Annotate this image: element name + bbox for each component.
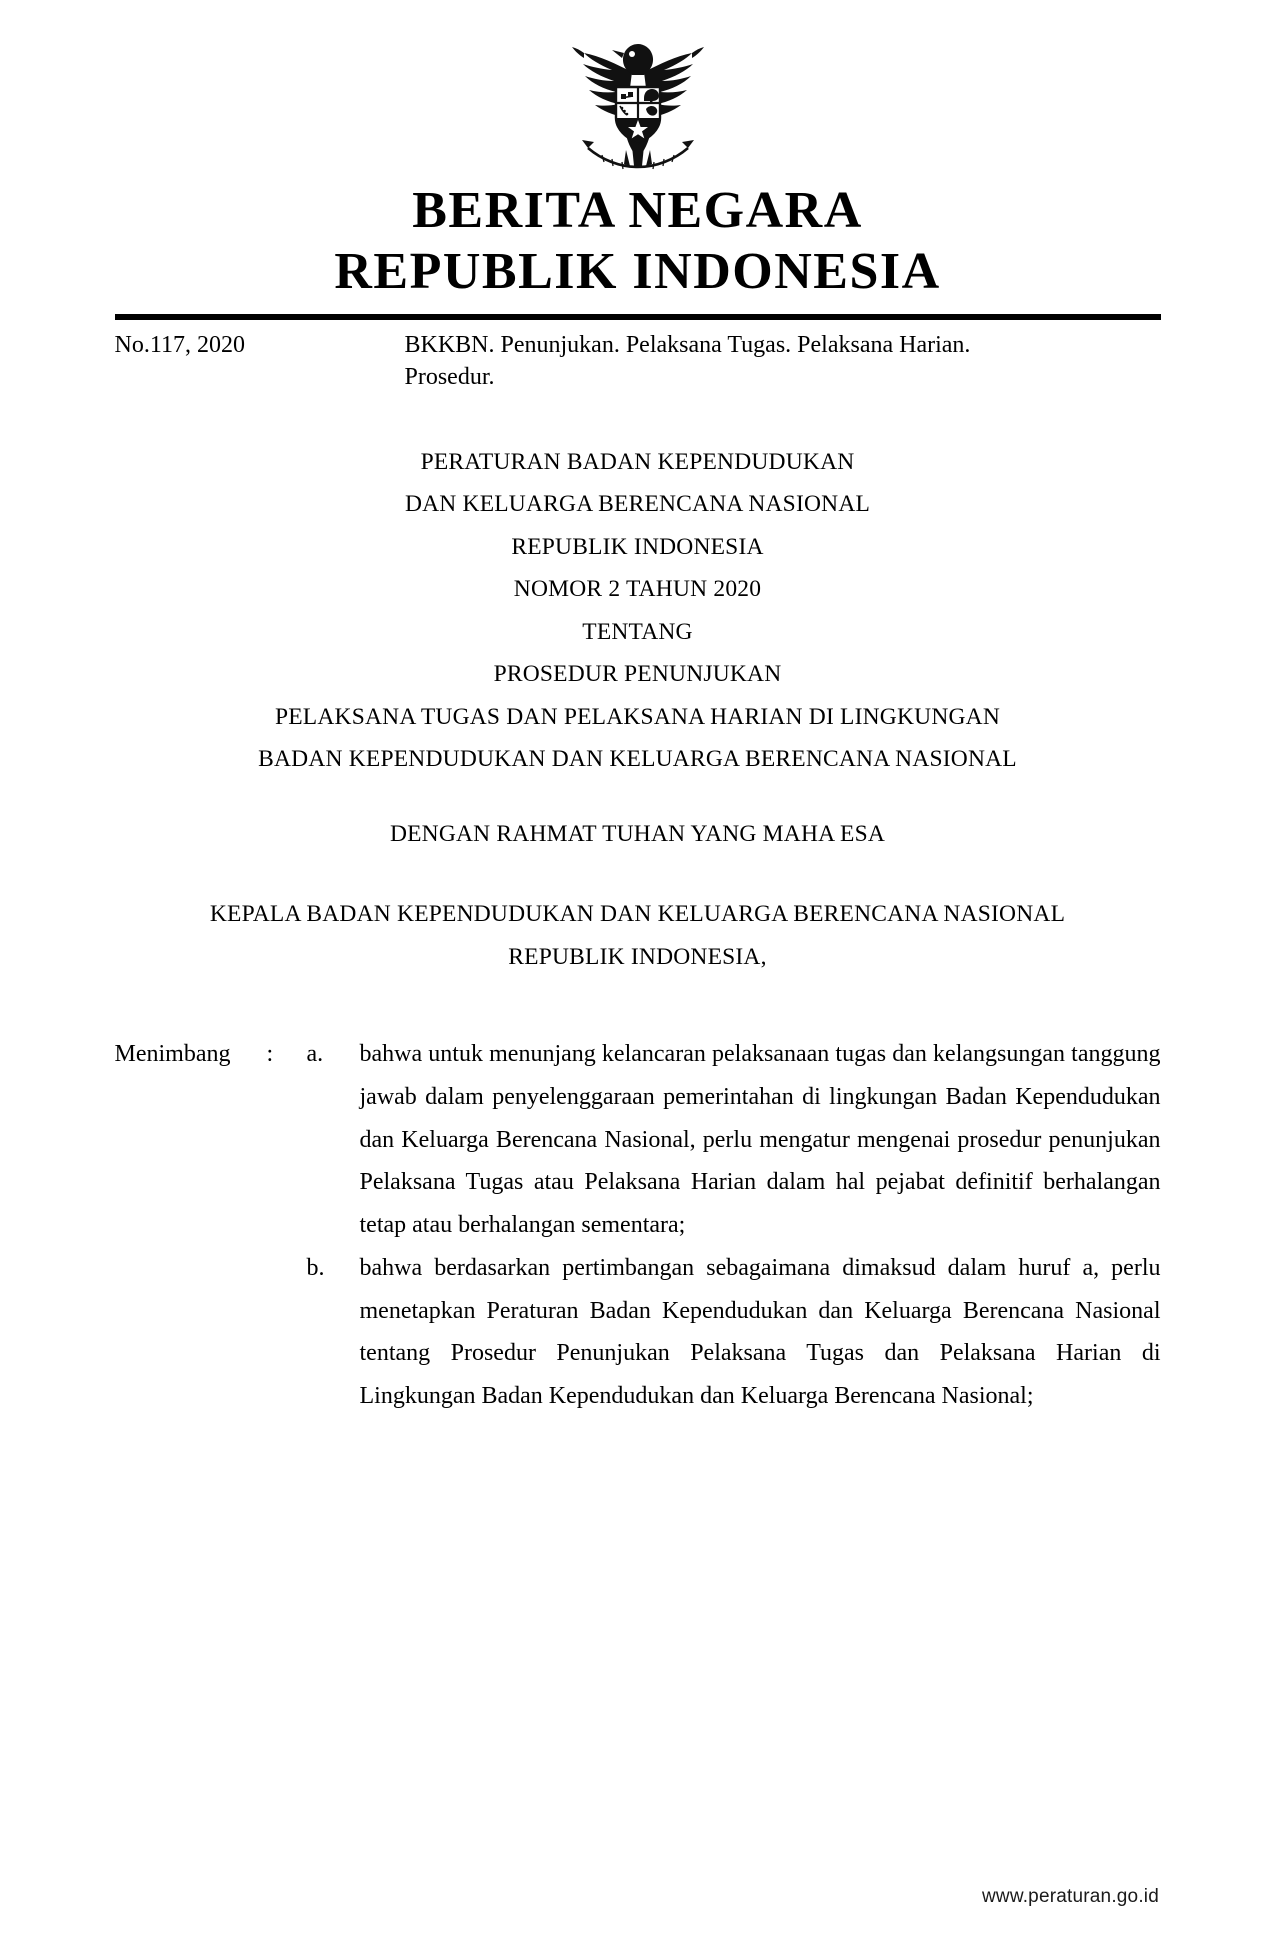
subject-line-1: PROSEDUR PENUNJUKAN	[493, 661, 782, 688]
issuing-authority-line-2: REPUBLIK INDONESIA,	[508, 943, 767, 970]
considering-colon: :	[266, 1041, 274, 1068]
subject-line-2: PELAKSANA TUGAS DAN PELAKSANA HARIAN DI LINGKUNGAN	[274, 703, 1001, 730]
title-line-2: DAN KELUARGA BERENCANA NASIONAL	[404, 491, 871, 518]
spacer-before-authority	[115, 865, 1161, 903]
masthead-line-1: BERITA NEGARA	[412, 182, 863, 239]
considering-letter-a: a.	[306, 1041, 324, 1068]
issue-line	[115, 330, 1161, 392]
tentang-label: TENTANG	[582, 618, 693, 645]
regulation-title-block	[115, 448, 1161, 970]
blessing-line: DENGAN RAHMAT TUHAN YANG MAHA ESA	[389, 820, 886, 847]
issue-subject: BKKBN. Penunjukan. Pelaksana Tugas. Pelaksana Harian. Prosedur.	[404, 332, 971, 390]
regulation-number: NOMOR 2 TAHUN 2020	[513, 576, 762, 603]
considering-item-a	[115, 1033, 1161, 1247]
footer-website: www.peraturan.go.id	[981, 1886, 1159, 1907]
issue-number: No.117, 2020	[114, 332, 245, 359]
considering-text-a: bahwa untuk menunjang kelancaran pelaksanaan tugas dan kelangsungan tanggung jawab dalam penyelenggaraan pemerintahan di lingkungan Badan Kependudukan dan Keluarga Berencana Nasional, perlu mengatur mengenai prosedur penunjukan Pelaksana Tugas atau Pelaksana Harian dalam hal pejabat definitif berhalangan tetap atau berhalangan sementara;	[359, 1041, 1161, 1239]
considering-section	[115, 1033, 1161, 1417]
title-line-1: PERATURAN BADAN KEPENDUDUKAN	[420, 448, 855, 475]
subject-line-3: BADAN KEPENDUDUKAN DAN KELUARGA BERENCANA NASIONAL	[258, 746, 1017, 773]
considering-item-b	[115, 1247, 1161, 1418]
spacer-before-blessing	[115, 791, 1161, 823]
masthead-divider	[115, 314, 1161, 320]
masthead-line-2: REPUBLIK INDONESIA	[334, 243, 941, 301]
considering-text-b: bahwa berdasarkan pertimbangan sebagaimana dimaksud dalam huruf a, perlu menetapkan Peraturan Badan Kependudukan dan Keluarga Berencana Nasional tentang Prosedur Penunjukan Pelaksana Tugas dan Pelaksana Harian di Lingkungan Badan Kependudukan dan Keluarga Berencana Nasional;	[359, 1254, 1161, 1409]
issuing-authority-line-1: KEPALA BADAN KEPENDUDUKAN DAN KELUARGA BERENCANA NASIONAL	[209, 901, 1066, 928]
garuda-pancasila-emblem	[554, 26, 722, 176]
considering-letter-b: b.	[306, 1254, 325, 1281]
title-line-3: REPUBLIK INDONESIA	[511, 533, 764, 560]
considering-label: Menimbang	[114, 1041, 231, 1068]
masthead	[0, 0, 1275, 300]
